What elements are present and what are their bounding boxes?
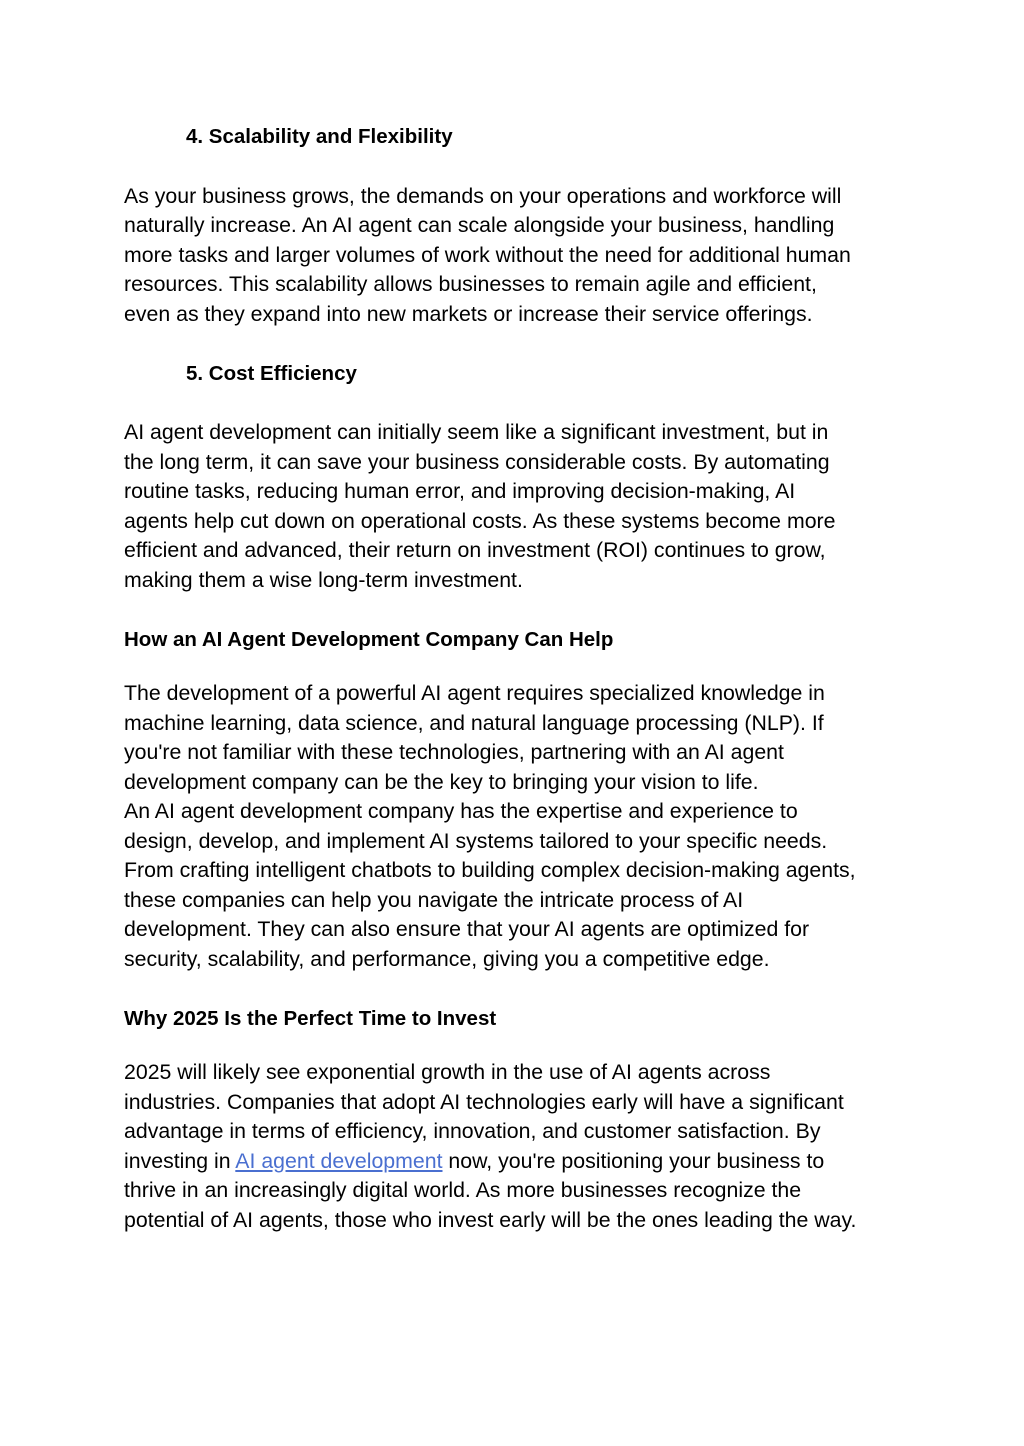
section-heading-scalability: 4. Scalability and Flexibility <box>186 125 453 148</box>
paragraph-line: more tasks and larger volumes of work without the need for additional human <box>124 242 851 267</box>
section-heading-why-2025: Why 2025 Is the Perfect Time to Invest <box>124 1006 497 1030</box>
paragraph-line: naturally increase. An AI agent can scale alongside your business, handling <box>124 213 835 237</box>
paragraph-line: development company can be the key to bringing your vision to life. <box>124 769 759 794</box>
paragraph-line: you're not familiar with these technologies, partnering with an AI agent <box>124 740 784 764</box>
paragraph-line: As your business grows, the demands on your operations and workforce will <box>124 183 842 208</box>
link-line-before: investing in <box>124 1148 236 1173</box>
paragraph-line: The development of a powerful AI agent requires specialized knowledge in <box>124 681 825 705</box>
section-heading-company-help: How an AI Agent Development Company Can Help <box>124 627 614 651</box>
link-line-after: now, you're positioning your business to <box>442 1148 825 1173</box>
paragraph-company-help <box>124 679 904 974</box>
paragraph-line: resources. This scalability allows businesses to remain agile and efficient, <box>124 272 817 296</box>
section-heading-cost-efficiency: 5. Cost Efficiency <box>186 361 357 385</box>
paragraph-line-with-link <box>124 1147 904 1177</box>
paragraph-line: routine tasks, reducing human error, and improving decision-making, AI <box>124 479 796 503</box>
paragraph-line: industries. Companies that adopt AI technologies early will have a significant <box>124 1089 844 1114</box>
paragraph-line: design, develop, and implement AI systems tailored to your specific needs. <box>124 828 828 853</box>
paragraph-line: efficient and advanced, their return on investment (ROI) continues to grow, <box>124 538 826 562</box>
paragraph-why-2025 <box>124 1058 904 1235</box>
paragraph-line: AI agent development can initially seem like a significant investment, but in <box>124 420 829 444</box>
paragraph-line: these companies can help you navigate the intricate process of AI <box>124 887 744 912</box>
paragraph-line: even as they expand into new markets or increase their service offerings. <box>124 301 813 326</box>
paragraph-scalability <box>124 182 904 330</box>
paragraph-line: development. They can also ensure that your AI agents are optimized for <box>124 917 810 941</box>
paragraph-line: agents help cut down on operational costs. As these systems become more <box>124 508 836 533</box>
paragraph-line: machine learning, data science, and natural language processing (NLP). If <box>124 710 824 735</box>
document-body <box>124 122 904 1235</box>
paragraph-line: An AI agent development company has the expertise and experience to <box>124 799 798 823</box>
paragraph-line: security, scalability, and performance, giving you a competitive edge. <box>124 946 770 971</box>
paragraph-line: thrive in an increasingly digital world. As more businesses recognize the <box>124 1178 802 1202</box>
paragraph-line: making them a wise long-term investment. <box>124 567 523 592</box>
paragraph-cost-efficiency <box>124 418 904 595</box>
paragraph-line: 2025 will likely see exponential growth in the use of AI agents across <box>124 1060 771 1084</box>
ai-agent-development-link[interactable]: AI agent development <box>235 1148 443 1173</box>
paragraph-line: the long term, it can save your business considerable costs. By automating <box>124 449 830 474</box>
paragraph-line: potential of AI agents, those who invest early will be the ones leading the way. <box>124 1207 857 1232</box>
paragraph-line: advantage in terms of efficiency, innovation, and customer satisfaction. By <box>124 1119 821 1143</box>
paragraph-line: From crafting intelligent chatbots to building complex decision-making agents, <box>124 858 856 882</box>
